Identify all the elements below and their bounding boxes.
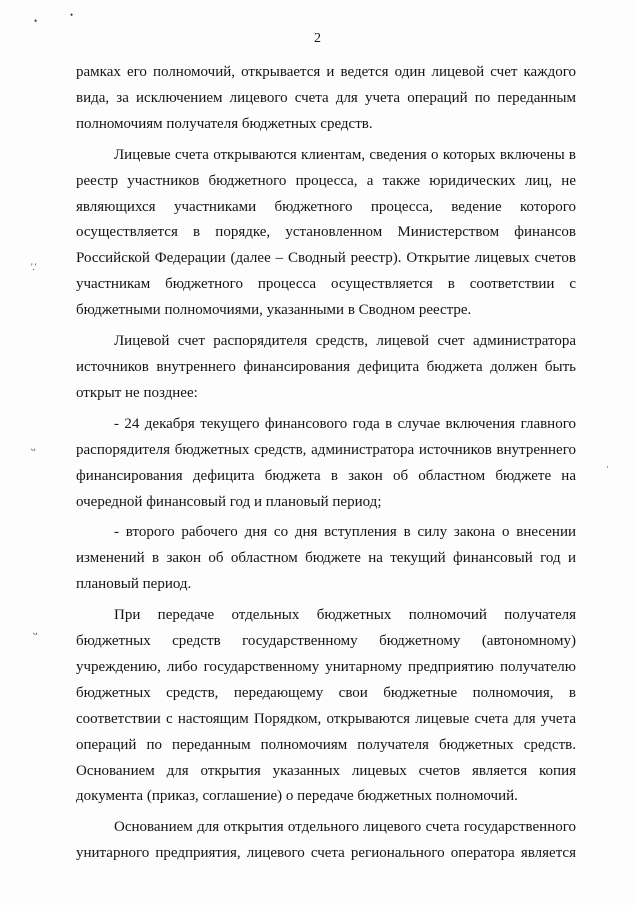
scan-speck: ᴗ <box>31 443 36 453</box>
scan-speck: '.' <box>31 262 37 272</box>
text-line: Основанием для открытия указанных лицевых счетов является копия <box>76 762 576 779</box>
paragraph <box>76 520 576 598</box>
text-line: Основанием для открытия отдельного лицевого счета государственного <box>114 819 576 836</box>
scan-speck: • <box>70 10 74 20</box>
text-line: участникам бюджетного процесса осуществляется в соответствии с <box>76 276 576 293</box>
text-line: рамках его полномочий, открывается и ведется один лицевой счет каждого <box>76 64 576 80</box>
paragraph <box>76 329 576 407</box>
text-line: бюджетных средств, передающему свои бюджетные полномочия, в <box>76 684 576 701</box>
text-line: - 24 декабря текущего финансового года в случае включения главного <box>114 415 576 432</box>
text-line: унитарного предприятия, лицевого счета регионального оператора является <box>76 845 576 862</box>
text-line: открыт не позднее: <box>76 384 198 401</box>
text-line: источников внутреннего финансирования дефицита бюджета должен быть <box>76 358 576 375</box>
text-line: финансирования дефицита бюджета в закон об областном бюджете на <box>76 467 576 484</box>
text-line: операций по переданным полномочиям получателя бюджетных средств. <box>76 736 576 753</box>
text-line: очередной финансовый год и плановый период; <box>76 493 382 510</box>
text-line: Лицевой счет распорядителя средств, лицевой счет администратора <box>114 333 576 350</box>
paragraph <box>76 603 576 810</box>
text-line: изменений в закон об областном бюджете на текущий финансовый год и <box>76 550 576 567</box>
text-line: учреждению, либо государственному унитарному предприятию получателю <box>76 658 576 675</box>
page-number: 2 <box>314 31 321 46</box>
text-line: полномочиям получателя бюджетных средств. <box>76 115 373 132</box>
text-line: бюджетных средств государственному бюджетному (автономному) <box>76 633 576 650</box>
paragraph <box>76 815 576 867</box>
text-line: вида, за исключением лицевого счета для учета операций по переданным <box>76 89 576 106</box>
paragraph <box>76 143 576 324</box>
text-line: осуществляется в порядке, установленном Министерством финансов <box>76 224 576 241</box>
text-line: - второго рабочего дня со дня вступления в силу закона о внесении <box>114 524 576 541</box>
scan-speck: · <box>606 462 609 472</box>
text-line: Лицевые счета открываются клиентам, сведения о которых включены в <box>114 146 576 163</box>
text-line: реестр участников бюджетного процесса, а также юридических лиц, не <box>76 172 576 189</box>
text-line: бюджетными полномочиями, указанными в Сводном реестре. <box>76 302 472 319</box>
paragraph <box>76 60 576 138</box>
paragraph <box>76 412 576 516</box>
text-line: плановый период. <box>76 576 192 593</box>
text-line: При передаче отдельных бюджетных полномочий получателя <box>114 607 576 624</box>
text-line: документа (приказ, соглашение) о передаче бюджетных полномочий. <box>76 788 518 805</box>
text-line: соответствии с настоящим Порядком, открываются лицевые счета для учета <box>76 710 576 727</box>
text-line: распорядителя бюджетных средств, администратора источников внутреннего <box>76 441 576 458</box>
text-line: Российской Федерации (далее – Сводный реестр). Открытие лицевых счетов <box>76 250 576 267</box>
scan-speck: ᴗ <box>33 627 38 637</box>
text-line: являющихся участниками бюджетного процесса, ведение которого <box>76 198 576 215</box>
document-body <box>76 60 576 867</box>
scan-speck: • <box>34 16 38 26</box>
